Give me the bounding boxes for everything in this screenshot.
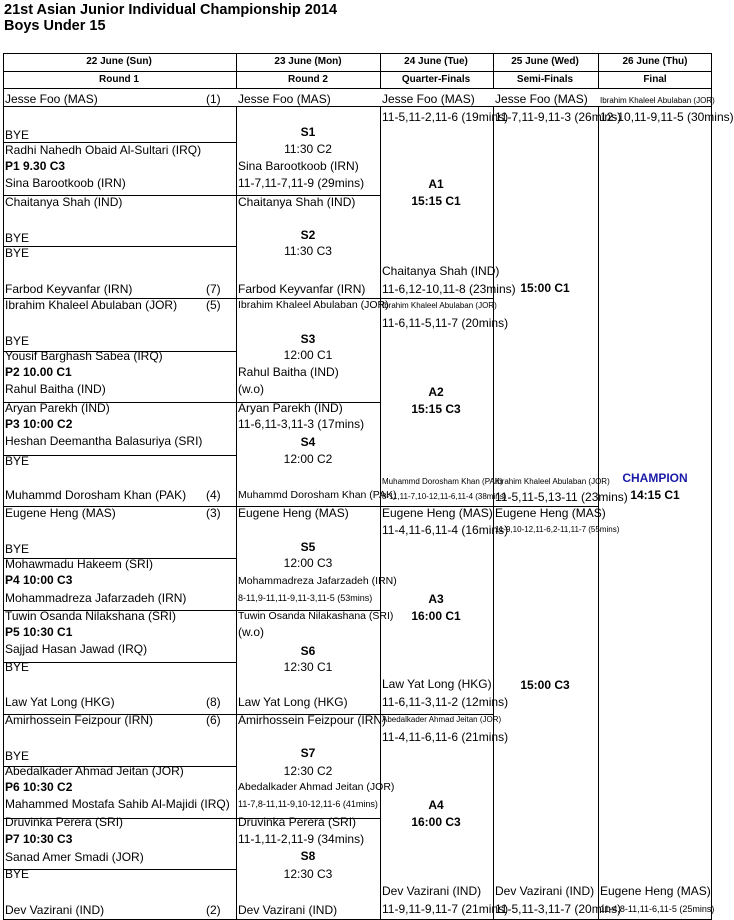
round1-entry: Heshan Deemantha Balasuriya (SRI) <box>5 434 203 448</box>
round1-entry: P3 10:00 C2 <box>5 417 73 431</box>
bracket-line <box>380 818 381 920</box>
semifinal-entry: 11-7,11-9,11-3 (26mins) <box>495 110 622 124</box>
round1-entry: BYE <box>5 231 30 245</box>
quarterfinal-entry: A1 <box>428 177 444 191</box>
bracket-line <box>3 88 712 89</box>
round2-entry: (w.o) <box>238 382 265 396</box>
semifinal-entry: 11-5,11-3,11-7 (20mins) <box>495 902 622 916</box>
round1-entry: Muhammd Dorosham Khan (PAK) <box>5 488 187 502</box>
quarterfinal-entry: 11-6,11-5,11-7 (20mins) <box>382 316 509 330</box>
round2-entry: Jesse Foo (MAS) <box>238 92 331 106</box>
round2-entry: S6 <box>300 644 316 658</box>
seed-label: (1) <box>206 92 221 106</box>
quarterfinal-entry: 11-9,11-9,11-7 (21mins) <box>382 902 509 916</box>
final-entry: Eugene Heng (MAS) <box>600 884 711 898</box>
semifinal-entry: Jesse Foo (MAS) <box>495 92 588 106</box>
page-title: 21st Asian Junior Individual Championship 2014 <box>4 2 338 18</box>
round1-entry: Mahammed Mostafa Sahib Al-Majidi (IRQ) <box>5 797 230 811</box>
column-date: 22 June (Sun) <box>86 56 152 67</box>
column-date: 24 June (Tue) <box>404 56 468 67</box>
round1-entry: BYE <box>5 128 30 142</box>
round2-entry: S2 <box>300 228 316 242</box>
quarterfinal-entry: 16:00 C1 <box>411 609 461 623</box>
quarterfinal-entry: 15:15 C3 <box>411 402 461 416</box>
round2-entry: Druvinka Perera (SRI) <box>238 815 357 829</box>
bracket-line <box>3 662 236 663</box>
round2-entry: 11-6,11-3,11-3 (17mins) <box>238 417 365 431</box>
quarterfinal-entry: Muhammd Dorosham Khan (PAK) <box>382 477 503 486</box>
final-entry: 14:15 C1 <box>630 488 680 502</box>
bracket-line <box>711 88 712 920</box>
round2-entry: 11:30 C2 <box>284 142 332 156</box>
round2-entry: Eugene Heng (MAS) <box>238 506 349 520</box>
semifinal-entry: Dev Vazirani (IND) <box>495 884 595 898</box>
round2-entry: Abedalkader Ahmad Jeitan (JOR) <box>238 781 395 793</box>
final-entry: Ibrahim Khaleel Abulaban (JOR) <box>600 96 715 105</box>
quarterfinal-entry: Jesse Foo (MAS) <box>382 92 475 106</box>
round1-entry: Amirhossein Feizpour (IRN) <box>5 713 154 727</box>
round2-entry: 12:30 C2 <box>283 764 333 778</box>
quarterfinal-entry: Ibrahim Khaleel Abulaban (JOR) <box>382 301 497 310</box>
final-entry: 11-4,8-11,11-6,11-5 (25mins) <box>600 904 715 914</box>
round2-entry: Law Yat Long (HKG) <box>238 695 348 709</box>
seed-label: (7) <box>206 282 221 296</box>
round2-entry: 11-7,11-7,11-9 (29mins) <box>238 176 365 190</box>
column-date: 25 June (Wed) <box>511 56 579 67</box>
quarterfinal-entry: 16:00 C3 <box>411 815 461 829</box>
round1-entry: Mohammadreza Jafarzadeh (IRN) <box>5 591 187 605</box>
semifinal-entry: 15:00 C3 <box>520 678 570 692</box>
quarterfinal-entry: Eugene Heng (MAS) <box>382 506 493 520</box>
round1-entry: Aryan Parekh (IND) <box>5 401 110 415</box>
bracket-line <box>711 53 712 89</box>
final-entry: CHAMPION <box>622 471 688 485</box>
quarterfinal-entry: A2 <box>428 385 444 399</box>
round1-entry: P7 10:30 C3 <box>5 832 73 846</box>
bracket-line <box>380 195 381 299</box>
round1-entry: Ibrahim Khaleel Abulaban (JOR) <box>5 298 178 312</box>
round2-entry: 12:00 C1 <box>283 348 333 362</box>
bracket-line <box>236 106 237 196</box>
bracket-line <box>3 53 712 54</box>
round1-entry: Jesse Foo (MAS) <box>5 92 98 106</box>
bracket-line <box>236 298 237 403</box>
round2-entry: 12:30 C1 <box>283 660 333 674</box>
bracket-line <box>3 88 4 920</box>
round2-entry: 11:30 C3 <box>284 244 332 258</box>
seed-label: (5) <box>206 298 221 312</box>
column-round: Quarter-Finals <box>401 74 471 85</box>
round1-entry: BYE <box>5 454 30 468</box>
quarterfinal-entry: Abedalkader Ahmad Jeitan (JOR) <box>382 715 502 724</box>
semifinal-entry: 15:00 C1 <box>520 281 570 295</box>
page-subtitle: Boys Under 15 <box>4 18 106 34</box>
bracket-line <box>236 506 237 611</box>
round1-entry: P2 10.00 C1 <box>5 365 72 379</box>
round2-entry: 11-1,11-2,11-9 (34mins) <box>238 832 365 846</box>
round2-entry: S4 <box>300 435 316 449</box>
round1-entry: Sanad Amer Smadi (JOR) <box>5 850 144 864</box>
semifinal-entry: 11-9,10-12,11-6,2-11,11-7 (55mins) <box>495 525 620 534</box>
round1-entry: Abedalkader Ahmad Jeitan (JOR) <box>5 764 184 778</box>
bracket-line <box>236 195 237 299</box>
round1-entry: BYE <box>5 660 30 674</box>
bracket-line <box>493 53 494 89</box>
bracket-line <box>236 818 237 920</box>
round2-entry: Ibrahim Khaleel Abulaban (JOR) <box>238 299 389 311</box>
round1-entry: Tuwin Osanda Nilakshana (SRI) <box>5 609 176 623</box>
round2-entry: Muhammd Dorosham Khan (PAK) <box>238 489 397 501</box>
round1-entry: BYE <box>5 334 30 348</box>
round1-entry: Eugene Heng (MAS) <box>5 506 116 520</box>
bracket-line <box>3 53 4 89</box>
bracket-line <box>598 53 599 89</box>
round1-entry: Mohawmadu Hakeem (SRI) <box>5 557 154 571</box>
column-round: Final <box>643 74 667 85</box>
column-round: Round 2 <box>288 74 328 85</box>
round2-entry: Rahul Baitha (IND) <box>238 365 339 379</box>
bracket-line <box>380 506 381 611</box>
semifinal-entry: Eugene Heng (MAS) <box>495 506 606 520</box>
round2-entry: Tuwin Osanda Nilakashana (SRI) <box>238 610 394 622</box>
semifinal-entry: 11-5,11-5,13-11 (23mins) <box>495 490 628 504</box>
round2-entry: Farbod Keyvanfar (IRN) <box>238 282 366 296</box>
bracket-line <box>236 714 237 819</box>
quarterfinal-entry: 8-11,11-7,10-12,11-6,11-4 (38mins) <box>382 492 507 501</box>
round2-entry: 12:30 C3 <box>283 867 333 881</box>
quarterfinal-entry: 11-6,11-3,11-2 (12mins) <box>382 695 509 709</box>
seed-label: (4) <box>206 488 221 502</box>
round2-entry: 12:00 C3 <box>283 556 333 570</box>
bracket-line <box>236 610 237 715</box>
column-round: Semi-Finals <box>516 74 574 85</box>
quarterfinal-entry: 11-4,11-6,11-4 (16mins) <box>382 523 509 537</box>
round1-entry: Sajjad Hasan Jawad (IRQ) <box>5 642 148 656</box>
seed-label: (2) <box>206 903 221 917</box>
round1-entry: P6 10:30 C2 <box>5 780 73 794</box>
quarterfinal-entry: 11-5,11-2,11-6 (19mins) <box>382 110 509 124</box>
round2-entry: 8-11,9-11,11-9,11-3,11-5 (53mins) <box>238 593 373 603</box>
column-date: 23 June (Mon) <box>274 56 342 67</box>
bracket-line <box>3 71 712 72</box>
round2-entry: Chaitanya Shah (IND) <box>238 195 356 209</box>
bracket-line <box>236 53 237 89</box>
quarterfinal-entry: A3 <box>428 592 444 606</box>
round1-entry: P4 10:00 C3 <box>5 573 73 587</box>
round1-entry: BYE <box>5 542 30 556</box>
round1-entry: P5 10:30 C1 <box>5 625 73 639</box>
quarterfinal-entry: 15:15 C1 <box>411 194 461 208</box>
round1-entry: BYE <box>5 749 30 763</box>
bracket-line <box>380 106 381 196</box>
semifinal-entry: Ibrahim Khaleel Abulaban (JOR) <box>495 477 610 486</box>
round2-entry: S8 <box>300 849 316 863</box>
bracket-line <box>380 610 381 715</box>
quarterfinal-entry: 11-4,11-6,11-6 (21mins) <box>382 730 509 744</box>
round1-entry: BYE <box>5 867 30 881</box>
seed-label: (8) <box>206 695 221 709</box>
final-entry: 12-10,11-9,11-5 (30mins) <box>600 110 734 124</box>
round2-entry: S5 <box>300 540 316 554</box>
round1-entry: Chaitanya Shah (IND) <box>5 195 123 209</box>
round2-entry: S1 <box>300 125 316 139</box>
bracket-line <box>493 106 494 920</box>
round2-entry: 12:00 C2 <box>283 452 333 466</box>
bracket-line <box>380 714 381 819</box>
round1-entry: Sina Barootkoob (IRN) <box>5 176 126 190</box>
round1-entry: Dev Vazirani (IND) <box>5 903 105 917</box>
round1-entry: Law Yat Long (HKG) <box>5 695 115 709</box>
bracket-line <box>380 298 381 403</box>
round2-entry: Amirhossein Feizpour (IRN) <box>238 713 387 727</box>
round1-entry: P1 9.30 C3 <box>5 159 66 173</box>
quarterfinal-entry: A4 <box>428 798 444 812</box>
quarterfinal-entry: Dev Vazirani (IND) <box>382 884 482 898</box>
round2-entry: Aryan Parekh (IND) <box>238 401 343 415</box>
round1-entry: Radhi Nahedh Obaid Al-Sultari (IRQ) <box>5 143 202 157</box>
quarterfinal-entry: Law Yat Long (HKG) <box>382 677 492 691</box>
seed-label: (3) <box>206 506 221 520</box>
quarterfinal-entry: 11-6,12-10,11-8 (23mins) <box>382 282 516 296</box>
column-date: 26 June (Thu) <box>622 56 688 67</box>
seed-label: (6) <box>206 713 221 727</box>
round1-entry: Druvinka Perera (SRI) <box>5 815 124 829</box>
round1-entry: BYE <box>5 246 30 260</box>
bracket-line <box>380 53 381 89</box>
round2-entry: Dev Vazirani (IND) <box>238 903 338 917</box>
round1-entry: Rahul Baitha (IND) <box>5 382 106 396</box>
round2-entry: 11-7,8-11,11-9,10-12,11-6 (41mins) <box>238 799 378 809</box>
round2-entry: (w.o) <box>238 625 265 639</box>
bracket-line <box>3 455 236 456</box>
bracket-line <box>3 246 236 247</box>
round1-entry: Yousif Barghash Sabea (IRQ) <box>5 349 163 363</box>
quarterfinal-entry: Chaitanya Shah (IND) <box>382 264 500 278</box>
bracket-line <box>3 869 236 870</box>
column-round: Round 1 <box>99 74 139 85</box>
round2-entry: S3 <box>300 332 316 346</box>
round1-entry: Farbod Keyvanfar (IRN) <box>5 282 133 296</box>
round2-entry: Mohammadreza Jafarzadeh (IRN) <box>238 575 397 587</box>
round2-entry: Sina Barootkoob (IRN) <box>238 159 359 173</box>
round2-entry: S7 <box>300 746 316 760</box>
bracket-line <box>236 402 237 507</box>
